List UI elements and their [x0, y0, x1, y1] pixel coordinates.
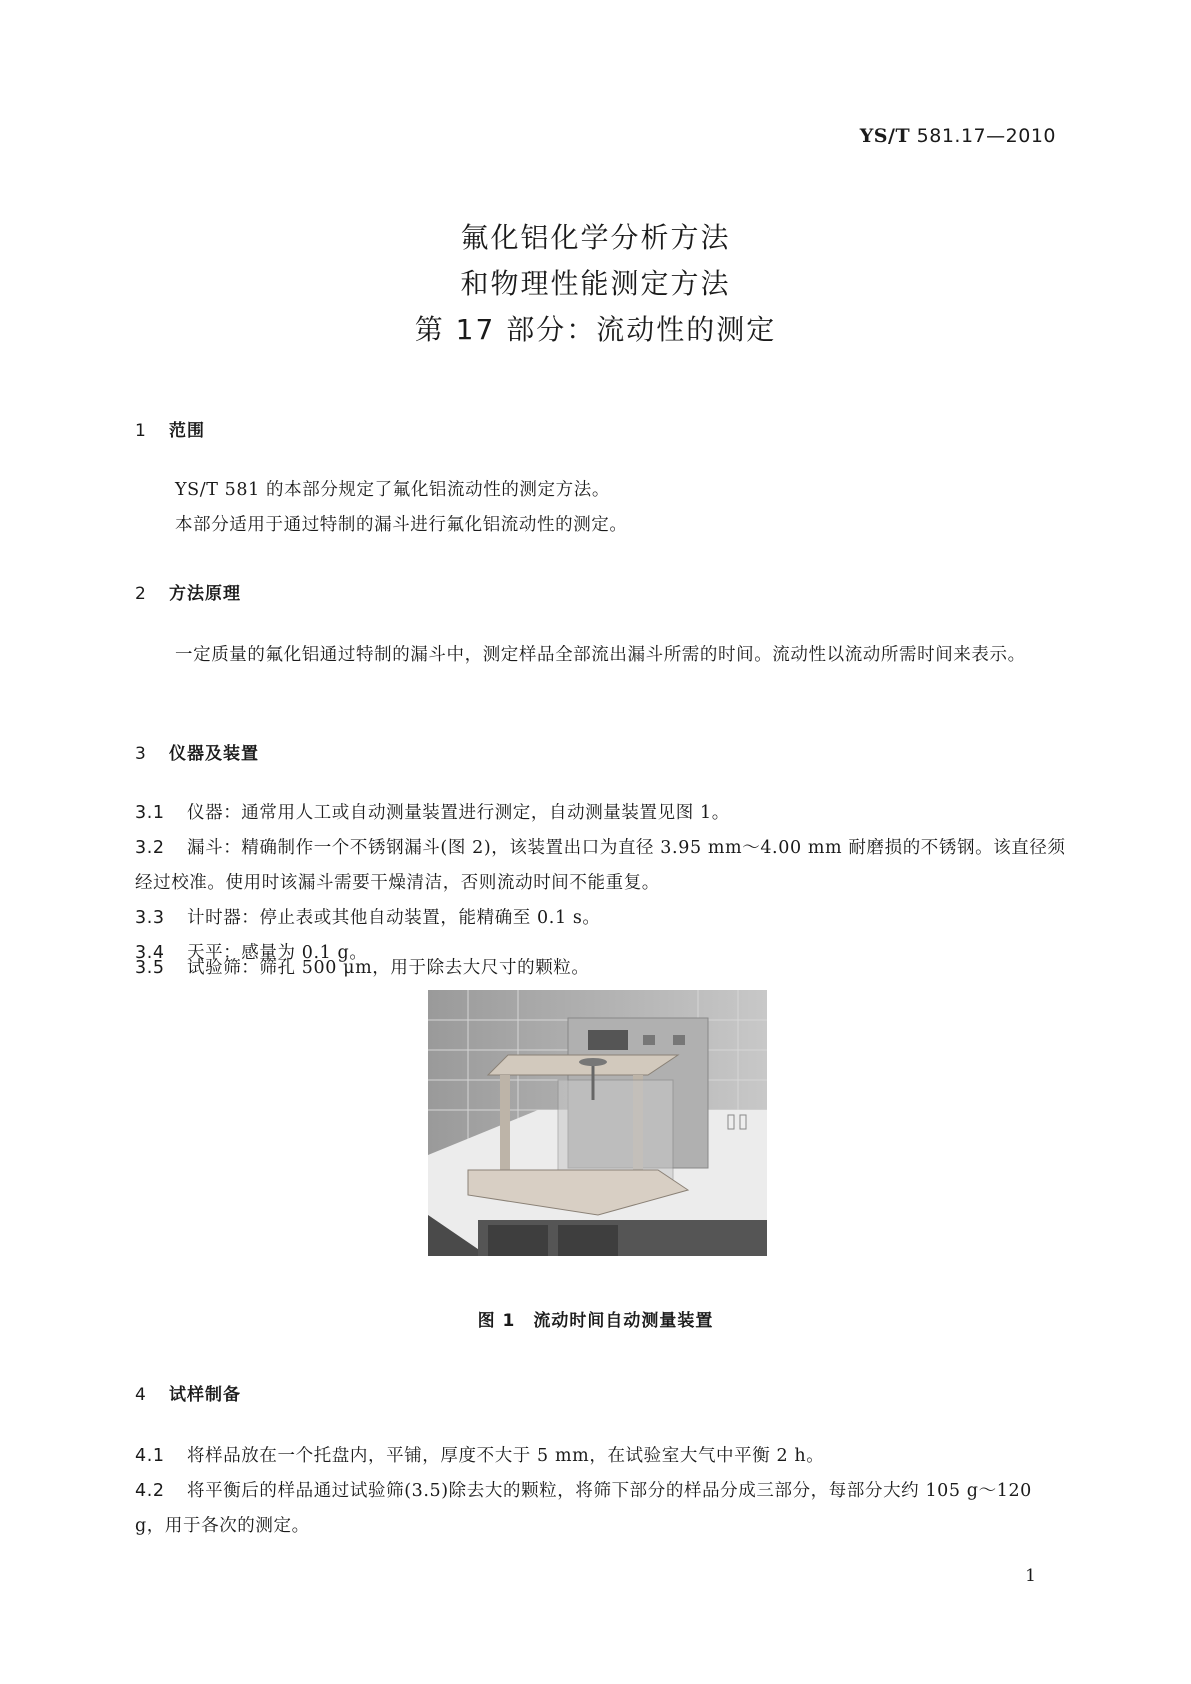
section-title: 范围 — [169, 421, 205, 441]
clause-3-3 — [135, 901, 1067, 936]
clause-text: 天平：感量为 0.1 g。 — [187, 943, 368, 963]
clause-number: 3.2 — [135, 838, 165, 858]
title-line-3: 第 17 部分：流动性的测定 — [414, 313, 777, 346]
clause-text: 试验筛：筛孔 500 μm，用于除去大尺寸的颗粒。 — [187, 958, 590, 978]
clause-text: 将平衡后的样品通过试验筛(3.5)除去大的颗粒，将筛下部分的样品分成三部分，每部分大约 105 g～120 g，用于各次的测定。 — [135, 1481, 1032, 1536]
standard-code: 581.17—2010 — [916, 125, 1056, 147]
clause-3-2 — [135, 831, 1067, 901]
clause-3-5 — [135, 951, 1067, 986]
section-heading-preparation — [135, 1380, 241, 1405]
section-heading-principle — [135, 579, 241, 604]
clause-text: 将样品放在一个托盘内，平铺，厚度不大于 5 mm，在试验室大气中平衡 2 h。 — [187, 1446, 825, 1466]
clause-number: 3.5 — [135, 958, 165, 978]
title-line-2: 和物理性能测定方法 — [460, 267, 731, 300]
clause-number: 3.1 — [135, 803, 165, 823]
section-title: 仪器及装置 — [169, 744, 259, 764]
section-number: 1 — [135, 421, 147, 441]
principle-paragraph: 一定质量的氟化铝通过特制的漏斗中，测定样品全部流出漏斗所需的时间。流动性以流动所需时间来表示。 — [175, 645, 1026, 665]
clause-4-2 — [135, 1474, 1067, 1544]
page-number: 1 — [1025, 1566, 1036, 1586]
clause-4-1 — [135, 1439, 1067, 1474]
figure-1-photo — [428, 990, 767, 1256]
clause-number: 3.4 — [135, 943, 165, 963]
section-title: 方法原理 — [169, 584, 241, 604]
scope-paragraph-2: 本部分适用于通过特制的漏斗进行氟化铝流动性的测定。 — [175, 515, 628, 535]
clause-text: 计时器：停止表或其他自动装置，能精确至 0.1 s。 — [187, 908, 601, 928]
standard-prefix: YS/T — [859, 125, 911, 147]
clause-3-1 — [135, 796, 1067, 831]
figure-1-caption: 图 1 流动时间自动测量装置 — [477, 1311, 714, 1331]
title-line-1: 氟化铝化学分析方法 — [460, 221, 731, 254]
section-title: 试样制备 — [169, 1385, 241, 1405]
section-number: 4 — [135, 1385, 147, 1405]
section-heading-apparatus — [135, 739, 259, 764]
standard-number — [860, 125, 1056, 147]
clause-number: 4.1 — [135, 1446, 165, 1466]
clause-text: 仪器：通常用人工或自动测量装置进行测定，自动测量装置见图 1。 — [187, 803, 730, 823]
section-heading-scope — [135, 416, 205, 441]
clause-number: 4.2 — [135, 1481, 165, 1501]
apparatus-photo-illustration — [428, 990, 767, 1256]
clause-number: 3.3 — [135, 908, 165, 928]
scope-paragraph-1: YS/T 581 的本部分规定了氟化铝流动性的测定方法。 — [175, 480, 610, 500]
section-number: 2 — [135, 584, 147, 604]
clause-text: 漏斗：精确制作一个不锈钢漏斗(图 2)，该装置出口为直径 3.95 mm～4.00 mm 耐磨损的不锈钢。该直径须经过校准。使用时该漏斗需要干燥清洁，否则流动时间不能重复。 — [135, 838, 1066, 893]
section-number: 3 — [135, 744, 147, 764]
